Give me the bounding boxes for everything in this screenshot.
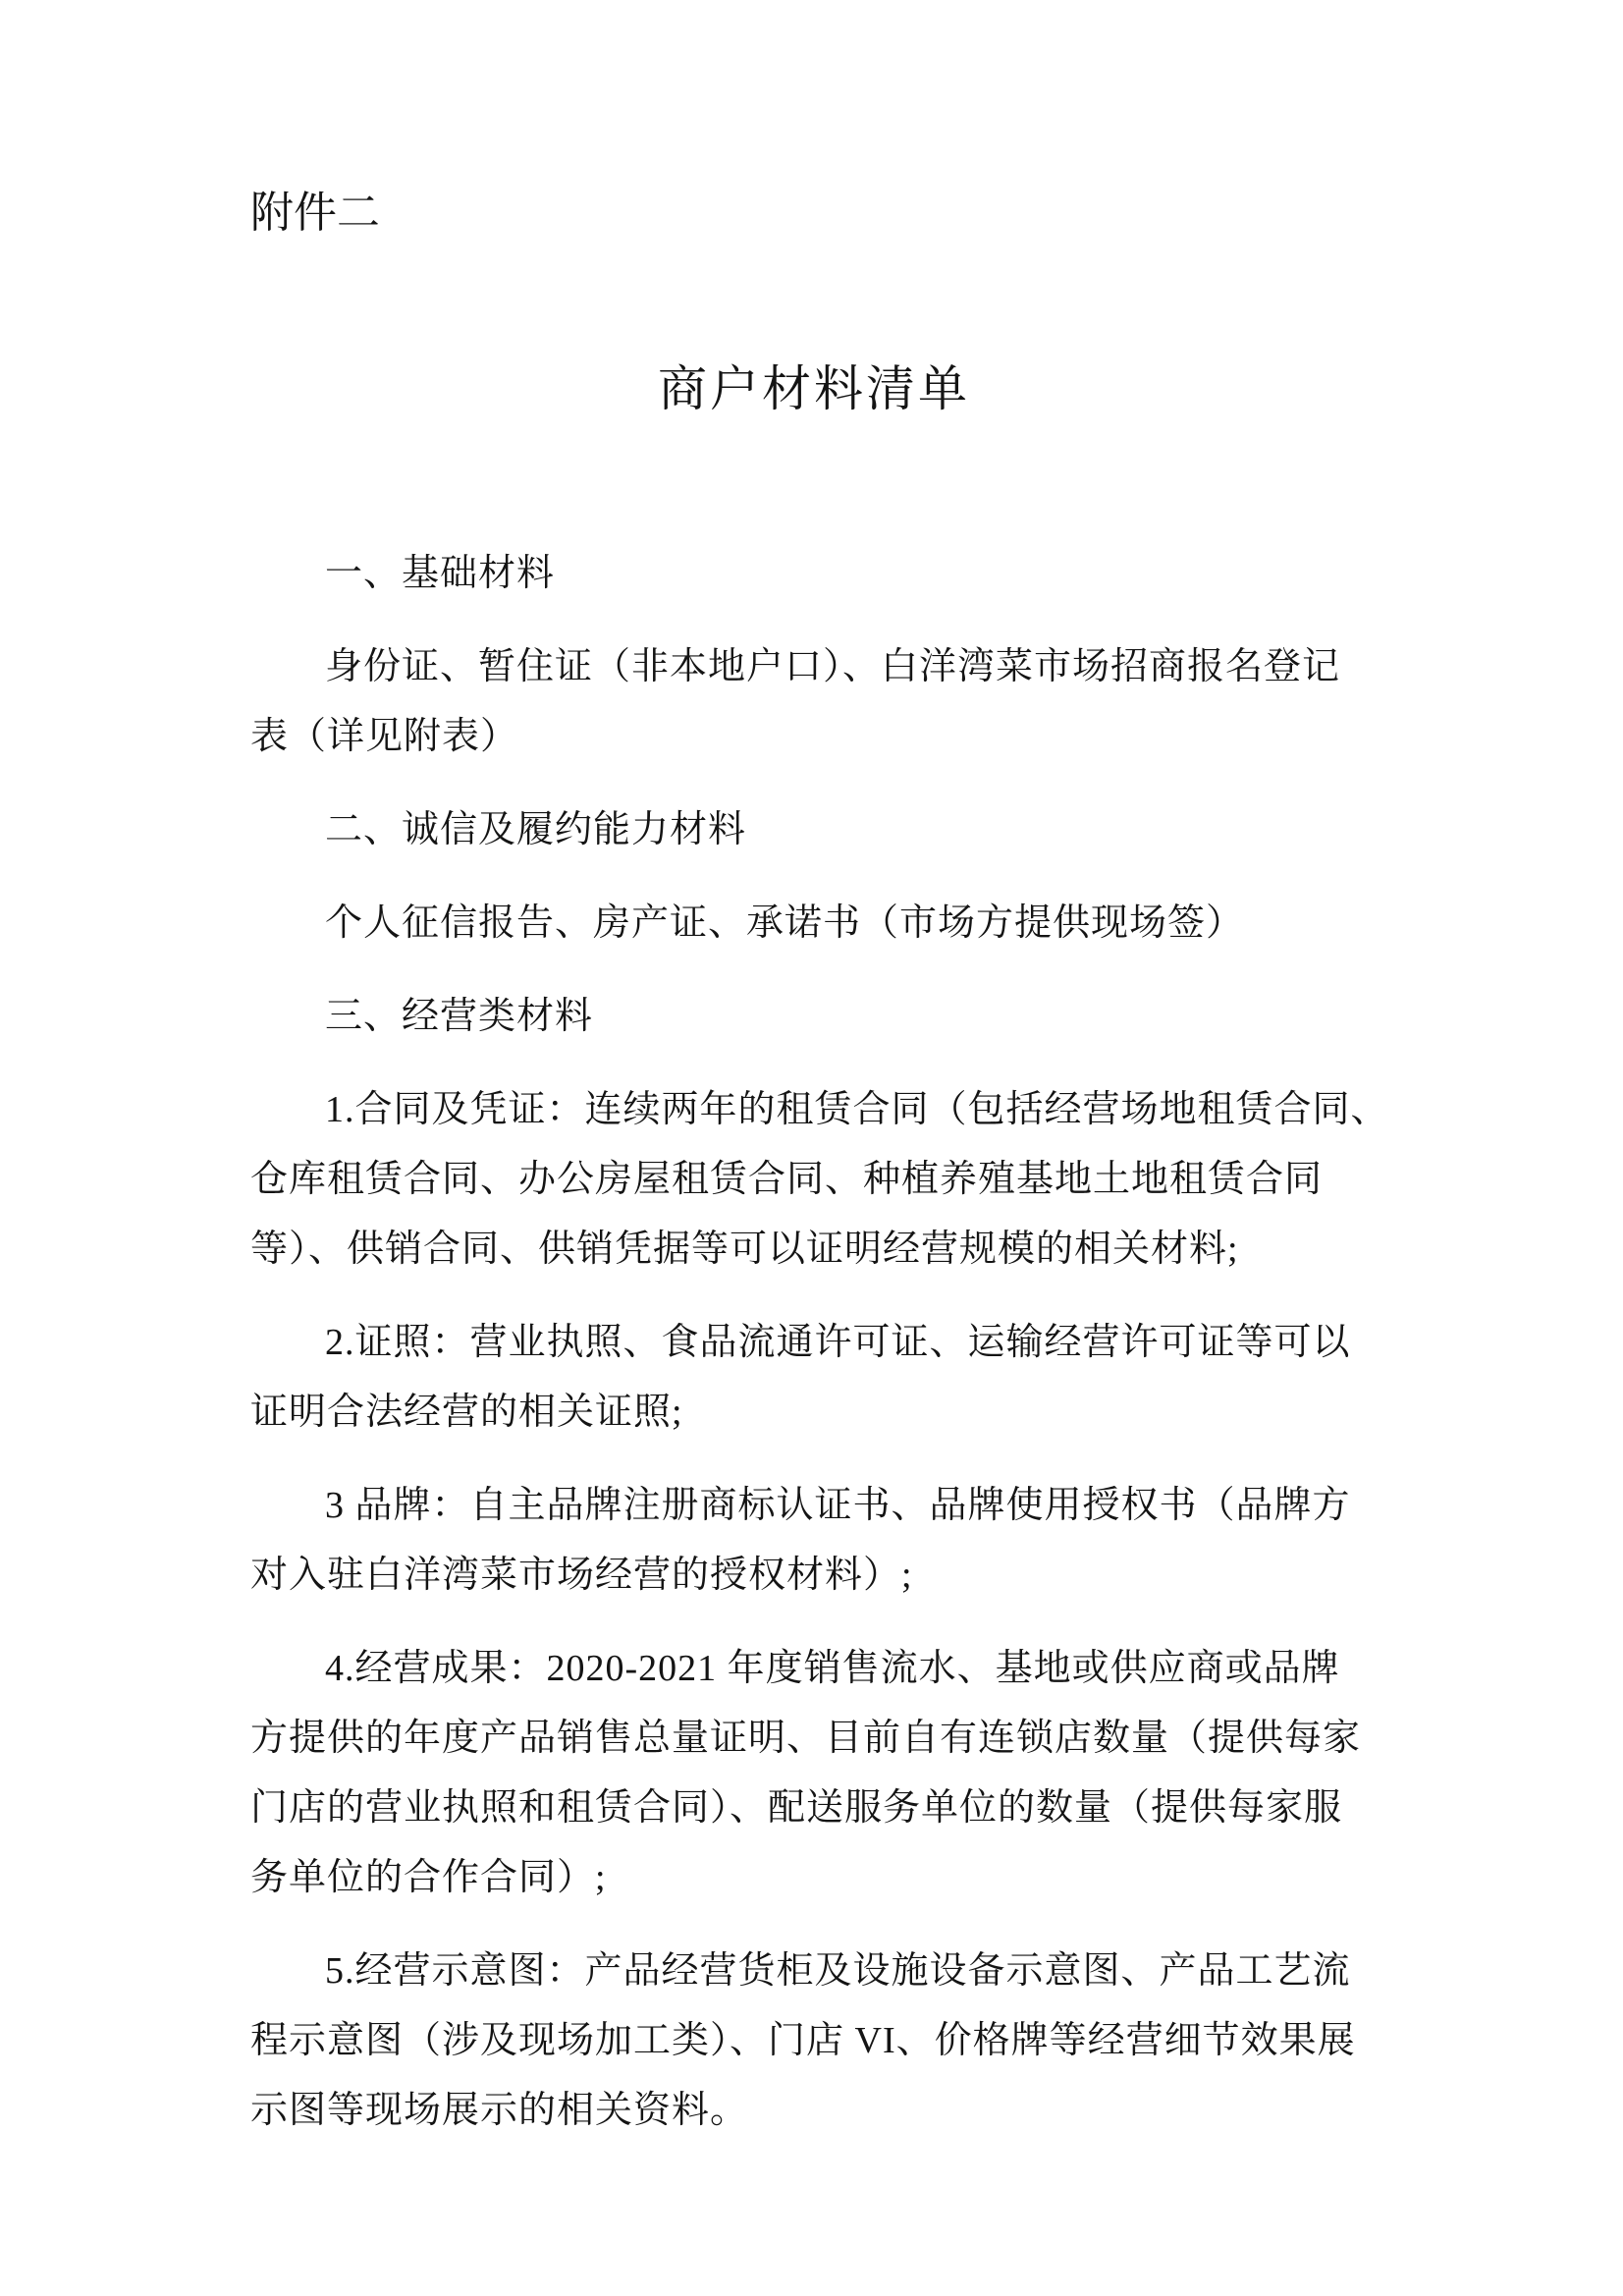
- attachment-label: 附件二: [250, 189, 380, 237]
- section-heading: [250, 982, 1378, 1052]
- paragraph-line: 示图等现场展示的相关资料。: [250, 2090, 749, 2131]
- paragraph-line: 仓库租赁合同、办公房屋租赁合同、种植养殖基地土地租赁合同: [250, 1159, 1324, 1200]
- paragraph-line: 对入驻白洋湾菜市场经营的授权材料）;: [250, 1555, 913, 1596]
- section-heading: [250, 795, 1378, 865]
- paragraph: [250, 1075, 1389, 1285]
- paragraph-line: 务单位的合作合同）;: [250, 1857, 607, 1898]
- paragraph: [250, 632, 1378, 772]
- paragraph-line: 2.证照：营业执照、食品流通许可证、运输经营许可证等可以: [325, 1322, 1351, 1363]
- paragraph: [250, 1308, 1378, 1448]
- paragraph-line: 三、经营类材料: [325, 996, 594, 1037]
- paragraph-line: 一、基础材料: [325, 553, 556, 594]
- paragraph-line: 程示意图（涉及现场加工类）、门店 VI、价格牌等经营细节效果展: [250, 2020, 1356, 2061]
- paragraph: [250, 1634, 1378, 1913]
- paragraph-line: 等）、供销合同、供销凭据等可以证明经营规模的相关材料;: [250, 1229, 1239, 1270]
- paragraph-line: 门店的营业执照和租赁合同）、配送服务单位的数量（提供每家服: [250, 1787, 1343, 1829]
- paragraph-line: 方提供的年度产品销售总量证明、目前自有连锁店数量（提供每家: [250, 1718, 1362, 1759]
- paragraph: [250, 1471, 1378, 1611]
- paragraph-line: 4.经营成果：2020-2021 年度销售流水、基地或供应商或品牌: [325, 1648, 1340, 1689]
- paragraph: [250, 889, 1378, 958]
- paragraph-line: 3 品牌：自主品牌注册商标认证书、品牌使用授权书（品牌方: [325, 1485, 1351, 1526]
- paragraph-line: 5.经营示意图：产品经营货柜及设施设备示意图、产品工艺流: [325, 1950, 1351, 1992]
- paragraph-line: 表（详见附表）: [250, 716, 519, 757]
- paragraph-line: 个人征信报告、房产证、承诺书（市场方提供现场签）: [325, 902, 1245, 944]
- paragraph: [250, 1937, 1378, 2146]
- paragraph-line: 1.合同及凭证：连续两年的租赁合同（包括经营场地租赁合同、: [325, 1089, 1389, 1130]
- paragraph-line: 二、诚信及履约能力材料: [325, 809, 747, 850]
- paragraph-line: 身份证、暂住证（非本地户口）、白洋湾菜市场招商报名登记: [325, 646, 1341, 687]
- paragraph-line: 证明合法经营的相关证照;: [250, 1392, 683, 1433]
- section-heading: [250, 539, 1378, 609]
- document-title: 商户材料清单: [658, 361, 970, 416]
- document-body: [250, 539, 1389, 2146]
